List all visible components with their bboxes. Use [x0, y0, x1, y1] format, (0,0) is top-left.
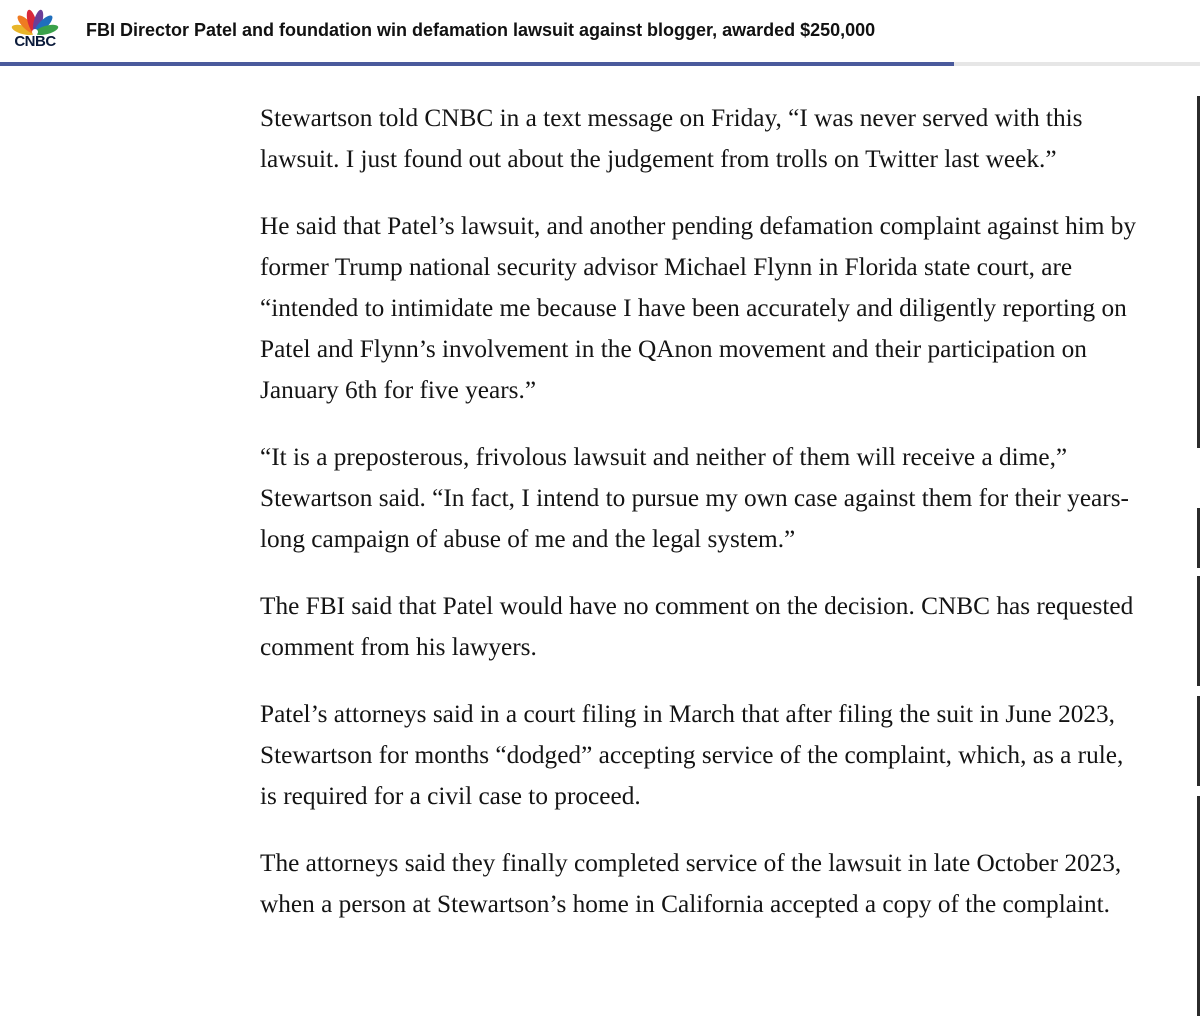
paragraph: “It is a preposterous, frivolous lawsuit and neither of them will receive a dime,” Stewartson said. “In fact, I intend to pursue my own case against them for their years-long campaign of abuse of me and the legal system.” — [260, 443, 1129, 553]
paragraph: Stewartson told CNBC in a text message on Friday, “I was never served with this lawsuit. I just found out about the judgement from trolls on Twitter last week.” — [260, 104, 1083, 173]
article-body — [260, 98, 1140, 951]
paragraph: The attorneys said they finally completed service of the lawsuit in late October 2023, when a person at Stewartson’s home in California accepted a copy of the complaint. — [260, 849, 1122, 918]
logo-wordmark: CNBC — [14, 33, 56, 50]
cnbc-logo[interactable] — [6, 3, 64, 51]
reading-progress-fill — [0, 62, 954, 66]
paragraph: He said that Patel’s lawsuit, and another pending defamation complaint against him by former Trump national security advisor Michael Flynn in Florida state court, are “intended to intimidate me because I have been accurately and diligently reporting on Patel and Flynn’s involvement in the QAnon movement and their participation on January 6th for five years.” — [260, 212, 1137, 404]
reading-progress-bar — [0, 62, 1200, 66]
peacock-icon — [6, 3, 64, 35]
paragraph: Patel’s attorneys said in a court filing in March that after filing the suit in June 2023, Stewartson for months “dodged” accepting service of the complaint, which, as a rule, is required for a civil case to proceed. — [260, 700, 1124, 810]
paragraph: The FBI said that Patel would have no comment on the decision. CNBC has requested comment from his lawyers. — [260, 592, 1134, 661]
site-header — [0, 0, 1200, 64]
article-headline: FBI Director Patel and foundation win defamation lawsuit against blogger, awarded $250,000 — [86, 20, 876, 40]
